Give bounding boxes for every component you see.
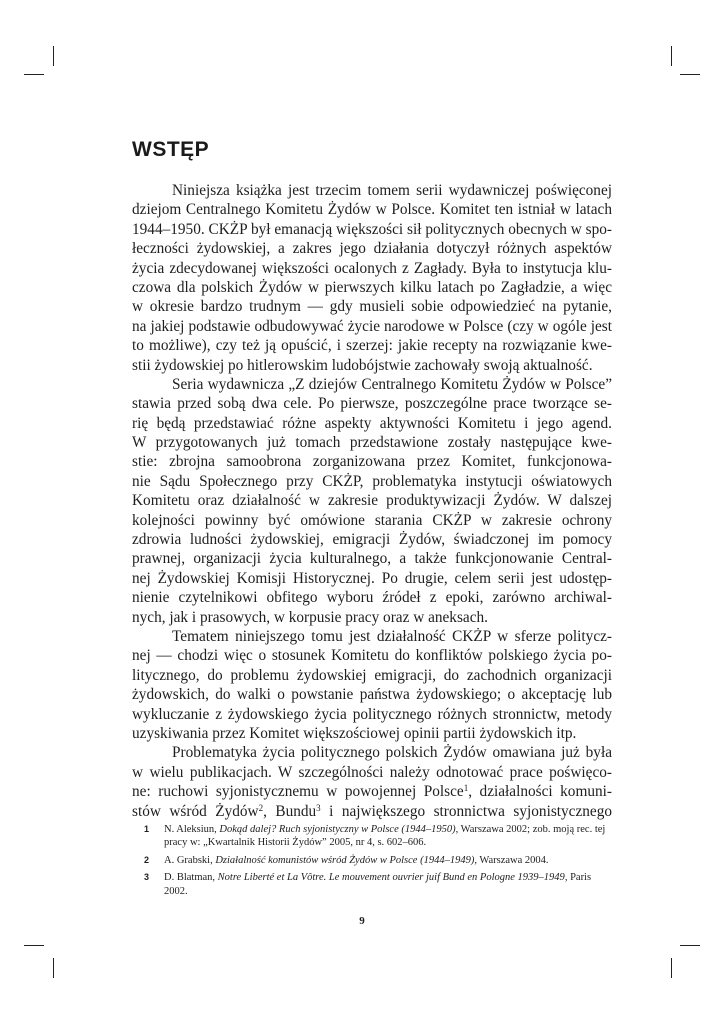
footnote-title: Dokąd dalej? Ruch syjonistyczny w Polsce (1944–1950) bbox=[219, 824, 456, 835]
text-line: Tematem niniejszego tomu jest działalność CKŻP w sferze politycz- bbox=[172, 627, 612, 645]
chapter-heading: WSTĘP bbox=[132, 138, 210, 161]
footnotes bbox=[144, 823, 614, 902]
footnote bbox=[144, 871, 614, 898]
footnote-title: Działalność komunistów wśród Żydów w Polsce (1944–1949) bbox=[215, 854, 475, 866]
text-line: czowa dla polskich Żydów w pierwszych kilku latach po Zagładzie, a więc bbox=[132, 278, 612, 296]
text-line: uzyskiwania przez Komitet większościowej opinii partii żydowskich itp. bbox=[132, 724, 577, 742]
text-line: W przygotowanych już tomach przedstawione zostały następujące kwe- bbox=[132, 434, 612, 452]
footnote bbox=[144, 823, 614, 850]
footnote bbox=[144, 854, 614, 867]
text-fragment: , Bundu bbox=[263, 802, 317, 820]
crop-mark bbox=[53, 958, 54, 978]
footnote-author: N. Aleksiun, bbox=[164, 824, 220, 835]
footnote-ref[interactable]: 3 bbox=[316, 802, 321, 813]
text-line: nej Żydowskiej Komisji Historycznej. Po drugie, celem serii jest udostęp- bbox=[132, 569, 612, 587]
footnote-rest: , Warszawa 2004. bbox=[474, 854, 549, 866]
text-fragment: , działalności komuni- bbox=[468, 783, 612, 801]
footnote-ref[interactable]: 1 bbox=[463, 783, 469, 794]
footnote-number: 3 bbox=[144, 872, 150, 883]
crop-mark bbox=[671, 46, 672, 66]
text-line: nej — chodzi więc o stosunek Komitetu do konfliktów polskiego życia po- bbox=[132, 647, 612, 665]
footnote-author: A. Grabski, bbox=[164, 854, 216, 866]
text-fragment: i największego stronnictwa syjonistycznego bbox=[320, 802, 612, 820]
text-line: Seria wydawnicza „Z dziejów Centralnego Komitetu Żydów w Polsce” bbox=[172, 375, 612, 393]
text-fragment: ne: ruchowi syjonistycznemu w powojennej Polsce bbox=[132, 783, 464, 801]
text-line: stii żydowskiej po hitlerowskim ludobójstwie zachowały swoją aktualność. bbox=[132, 356, 593, 374]
text-fragment: stów wśród Żydów bbox=[132, 802, 259, 820]
text-line: nie Sądu Społecznego przy CKŻP, problematyka instytucji oświatowych bbox=[132, 472, 612, 490]
text-line: Komitetu oraz działalność w zakresie produktywizacji Żydów. W dalszej bbox=[132, 492, 612, 510]
text-line: Problematyka życia politycznego polskich Żydów omawiana już była bbox=[172, 744, 612, 762]
text-line: na jakiej podstawie odbudowywać życie narodowe w Polsce (czy w ogóle jest bbox=[132, 317, 612, 335]
text-line: życia zdecydowanej większości ocalonych z Zagłady. Była to instytucja klu- bbox=[132, 259, 612, 277]
crop-mark bbox=[24, 74, 44, 75]
crop-mark bbox=[671, 958, 672, 978]
text-line: wykluczanie z żydowskiego życia politycznego różnych stronnictw, metody bbox=[132, 705, 612, 723]
text-line: żydowskich, do walki o powstanie państwa żydowskiego; o akceptację lub bbox=[132, 686, 612, 704]
text-line: prawnej, organizacji życia kulturalnego, a także funkcjonowanie Central- bbox=[132, 550, 612, 568]
crop-mark bbox=[53, 46, 54, 66]
text-line: to możliwe), czy też ją opuścić, i szerzej: jakie recepty na rozwiązanie kwe- bbox=[132, 337, 612, 355]
footnote-author: D. Blatman, bbox=[164, 872, 218, 884]
text-line: stawia przed sobą dwa cele. Po pierwsze, poszczególne prace tworzące se- bbox=[132, 395, 612, 413]
text-line: dziejom Centralnego Komitetu Żydów w Polsce. Komitet ten istniał w latach bbox=[132, 201, 612, 219]
footnote-number: 2 bbox=[144, 854, 150, 865]
text-line: Niniejsza książka jest trzecim tomem serii wydawniczej poświęconej bbox=[172, 182, 612, 199]
text-line: nych, jak i prasowych, w korpusie pracy oraz w aneksach. bbox=[132, 608, 488, 626]
text-line: kolejności powinny być omówione starania CKŻP w zakresie ochrony bbox=[132, 511, 612, 529]
crop-mark bbox=[680, 74, 700, 75]
text-line: 1944–1950. CKŻP był emanacją większości sił politycznych obecnych w spo- bbox=[132, 220, 612, 238]
footnote-title: Notre Liberté et La Vôtre. Le mouvement ouvrier juif Bund en Pologne 1939–1949 bbox=[217, 872, 565, 884]
text-line: zdrowia ludności żydowskiej, emigracji Żydów, świadczonej im pomocy bbox=[132, 531, 612, 549]
footnote-rest: , Paris 2002. bbox=[164, 872, 592, 897]
text-line: rię będą przedstawiać różne aspekty aktywności Komitetu i jego agend. bbox=[132, 414, 612, 432]
footnote-rest: , Warszawa 2002; zob. moją rec. tej pracy w: „Kwartalnik Historii Żydów” 2005, nr 4, s. 602–606. bbox=[164, 824, 606, 849]
footnote-ref[interactable]: 2 bbox=[258, 802, 264, 813]
text-line bbox=[132, 782, 612, 801]
text-line: w okresie bardzo trudnym — gdy musieli sobie odpowiedzieć na pytanie, bbox=[132, 298, 612, 316]
text-line: w wielu publikacjach. W szczególności należy odnotować prace poświęco- bbox=[132, 763, 612, 781]
page-number: 9 bbox=[359, 915, 365, 927]
text-line: nienie czytelnikowi obfitego wyboru źródeł z epoki, zarówno archiwal- bbox=[132, 589, 612, 607]
footnote-number: 1 bbox=[144, 824, 150, 834]
text-line bbox=[132, 802, 612, 821]
body-text bbox=[132, 181, 612, 821]
text-line: łeczności żydowskiej, a zakres jego działania dotyczył różnych aspektów bbox=[132, 240, 612, 258]
crop-mark bbox=[24, 945, 44, 946]
text-line: stie: zbrojna samoobrona zorganizowana przez Komitet, funkcjonowa- bbox=[132, 453, 612, 471]
crop-mark bbox=[680, 945, 700, 946]
text-line: litycznego, do problemu żydowskiej emigracji, do zachodnich organizacji bbox=[132, 666, 612, 684]
